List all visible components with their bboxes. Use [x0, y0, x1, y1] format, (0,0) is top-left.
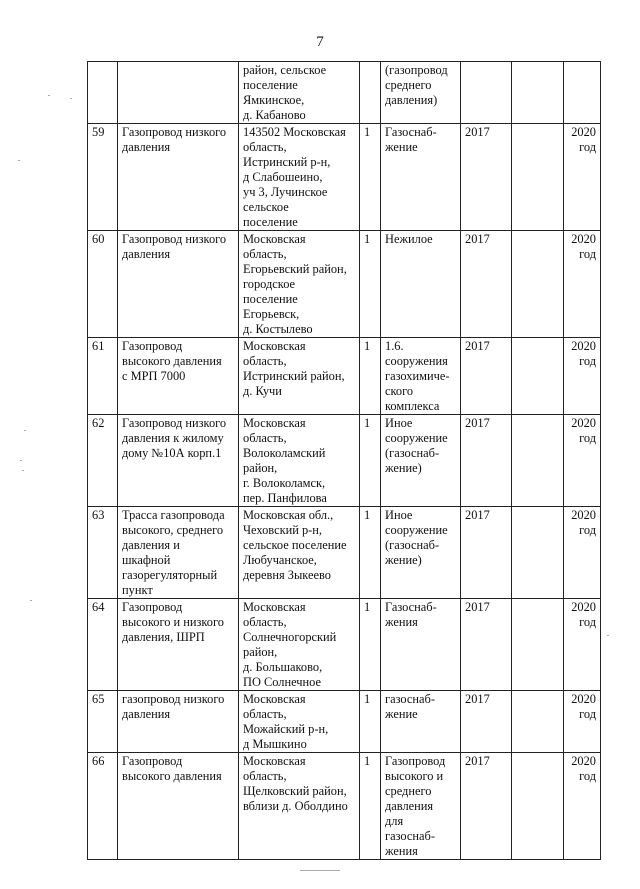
quantity-cell: 1	[360, 753, 381, 860]
row-number-cell: 65	[88, 691, 118, 753]
deadline-cell: 2020 год	[564, 415, 601, 507]
quantity-cell: 1	[360, 415, 381, 507]
object-name-cell: Газопровод низкого давления	[118, 124, 239, 231]
object-name-cell: Газопровод высокого давления с МРП 7000	[118, 338, 239, 415]
quantity-cell: 1	[360, 231, 381, 338]
page-number: 7	[316, 34, 324, 50]
empty-cell	[512, 124, 564, 231]
object-type-cell: Газоснаб- жения	[381, 599, 461, 691]
object-name-cell: Трасса газопровода высокого, среднего давления и шкафной газорегуляторный пункт	[118, 507, 239, 599]
table-row	[88, 124, 601, 231]
address-cell: район, сельское поселение Ямкинское, д. Кабаново	[239, 62, 360, 124]
year-cell: 2017	[461, 231, 512, 338]
row-number-cell: 59	[88, 124, 118, 231]
object-type-cell: Иное сооружение (газоснаб- жение)	[381, 507, 461, 599]
address-cell: Московская область, Истринский район, д. Кучи	[239, 338, 360, 415]
deadline-cell	[564, 62, 601, 124]
row-number-cell: 60	[88, 231, 118, 338]
object-name-cell: Газопровод низкого давления	[118, 231, 239, 338]
address-cell: Московская область, Егорьевский район, городское поселение Егорьевск, д. Костылево	[239, 231, 360, 338]
row-number-cell: 63	[88, 507, 118, 599]
year-cell: 2017	[461, 691, 512, 753]
empty-cell	[512, 231, 564, 338]
object-name-cell: Газопровод высокого давления	[118, 753, 239, 860]
object-type-cell: Иное сооружение (газоснаб- жение)	[381, 415, 461, 507]
quantity-cell: 1	[360, 599, 381, 691]
object-name-cell: Газопровод низкого давления к жилому дому №10А корп.1	[118, 415, 239, 507]
empty-cell	[512, 415, 564, 507]
object-type-cell: 1.6. сооружения газохимиче- ского комплекса	[381, 338, 461, 415]
table-row	[88, 599, 601, 691]
year-cell: 2017	[461, 507, 512, 599]
object-type-cell: (газопровод среднего давления)	[381, 62, 461, 124]
deadline-cell: 2020 год	[564, 507, 601, 599]
empty-cell	[512, 691, 564, 753]
year-cell: 2017	[461, 599, 512, 691]
address-cell: Московская область, Можайский р-н, д Мышкино	[239, 691, 360, 753]
quantity-cell: 1	[360, 691, 381, 753]
row-number-cell: 62	[88, 415, 118, 507]
year-cell: 2017	[461, 124, 512, 231]
table-row	[88, 415, 601, 507]
quantity-cell: 1	[360, 507, 381, 599]
year-cell	[461, 62, 512, 124]
address-cell: Московская область, Щелковский район, вблизи д. Оболдино	[239, 753, 360, 860]
object-name-cell: газопровод низкого давления	[118, 691, 239, 753]
quantity-cell: 1	[360, 338, 381, 415]
object-type-cell: Газопровод высокого и среднего давления для газоснаб- жения	[381, 753, 461, 860]
deadline-cell: 2020 год	[564, 338, 601, 415]
object-name-cell	[118, 62, 239, 124]
quantity-cell	[360, 62, 381, 124]
empty-cell	[512, 507, 564, 599]
address-cell: Московская область, Волоколамский район, г. Волоколамск, пер. Панфилова	[239, 415, 360, 507]
deadline-cell: 2020 год	[564, 753, 601, 860]
address-cell: Московская обл., Чеховский р-н, сельское поселение Любучанское, деревня Зыкеево	[239, 507, 360, 599]
table-row	[88, 338, 601, 415]
object-name-cell: Газопровод высокого и низкого давления, ШРП	[118, 599, 239, 691]
year-cell: 2017	[461, 415, 512, 507]
empty-cell	[512, 753, 564, 860]
year-cell: 2017	[461, 753, 512, 860]
table-row	[88, 691, 601, 753]
row-number-cell: 64	[88, 599, 118, 691]
quantity-cell: 1	[360, 124, 381, 231]
empty-cell	[512, 599, 564, 691]
registry-table	[87, 61, 601, 860]
row-number-cell	[88, 62, 118, 124]
empty-cell	[512, 338, 564, 415]
table-row	[88, 231, 601, 338]
empty-cell	[512, 62, 564, 124]
row-number-cell: 61	[88, 338, 118, 415]
table-row	[88, 753, 601, 860]
table-row	[88, 62, 601, 124]
object-type-cell: Нежилое	[381, 231, 461, 338]
deadline-cell: 2020 год	[564, 599, 601, 691]
deadline-cell: 2020 год	[564, 691, 601, 753]
address-cell: Московская область, Солнечногорский район, д. Большаково, ПО Солнечное	[239, 599, 360, 691]
deadline-cell: 2020 год	[564, 124, 601, 231]
year-cell: 2017	[461, 338, 512, 415]
address-cell: 143502 Московская область, Истринский р-н, д Слабошеино, уч 3, Лучинское сельское поселение	[239, 124, 360, 231]
object-type-cell: газоснаб- жение	[381, 691, 461, 753]
deadline-cell: 2020 год	[564, 231, 601, 338]
table-row	[88, 507, 601, 599]
object-type-cell: Газоснаб- жение	[381, 124, 461, 231]
row-number-cell: 66	[88, 753, 118, 860]
